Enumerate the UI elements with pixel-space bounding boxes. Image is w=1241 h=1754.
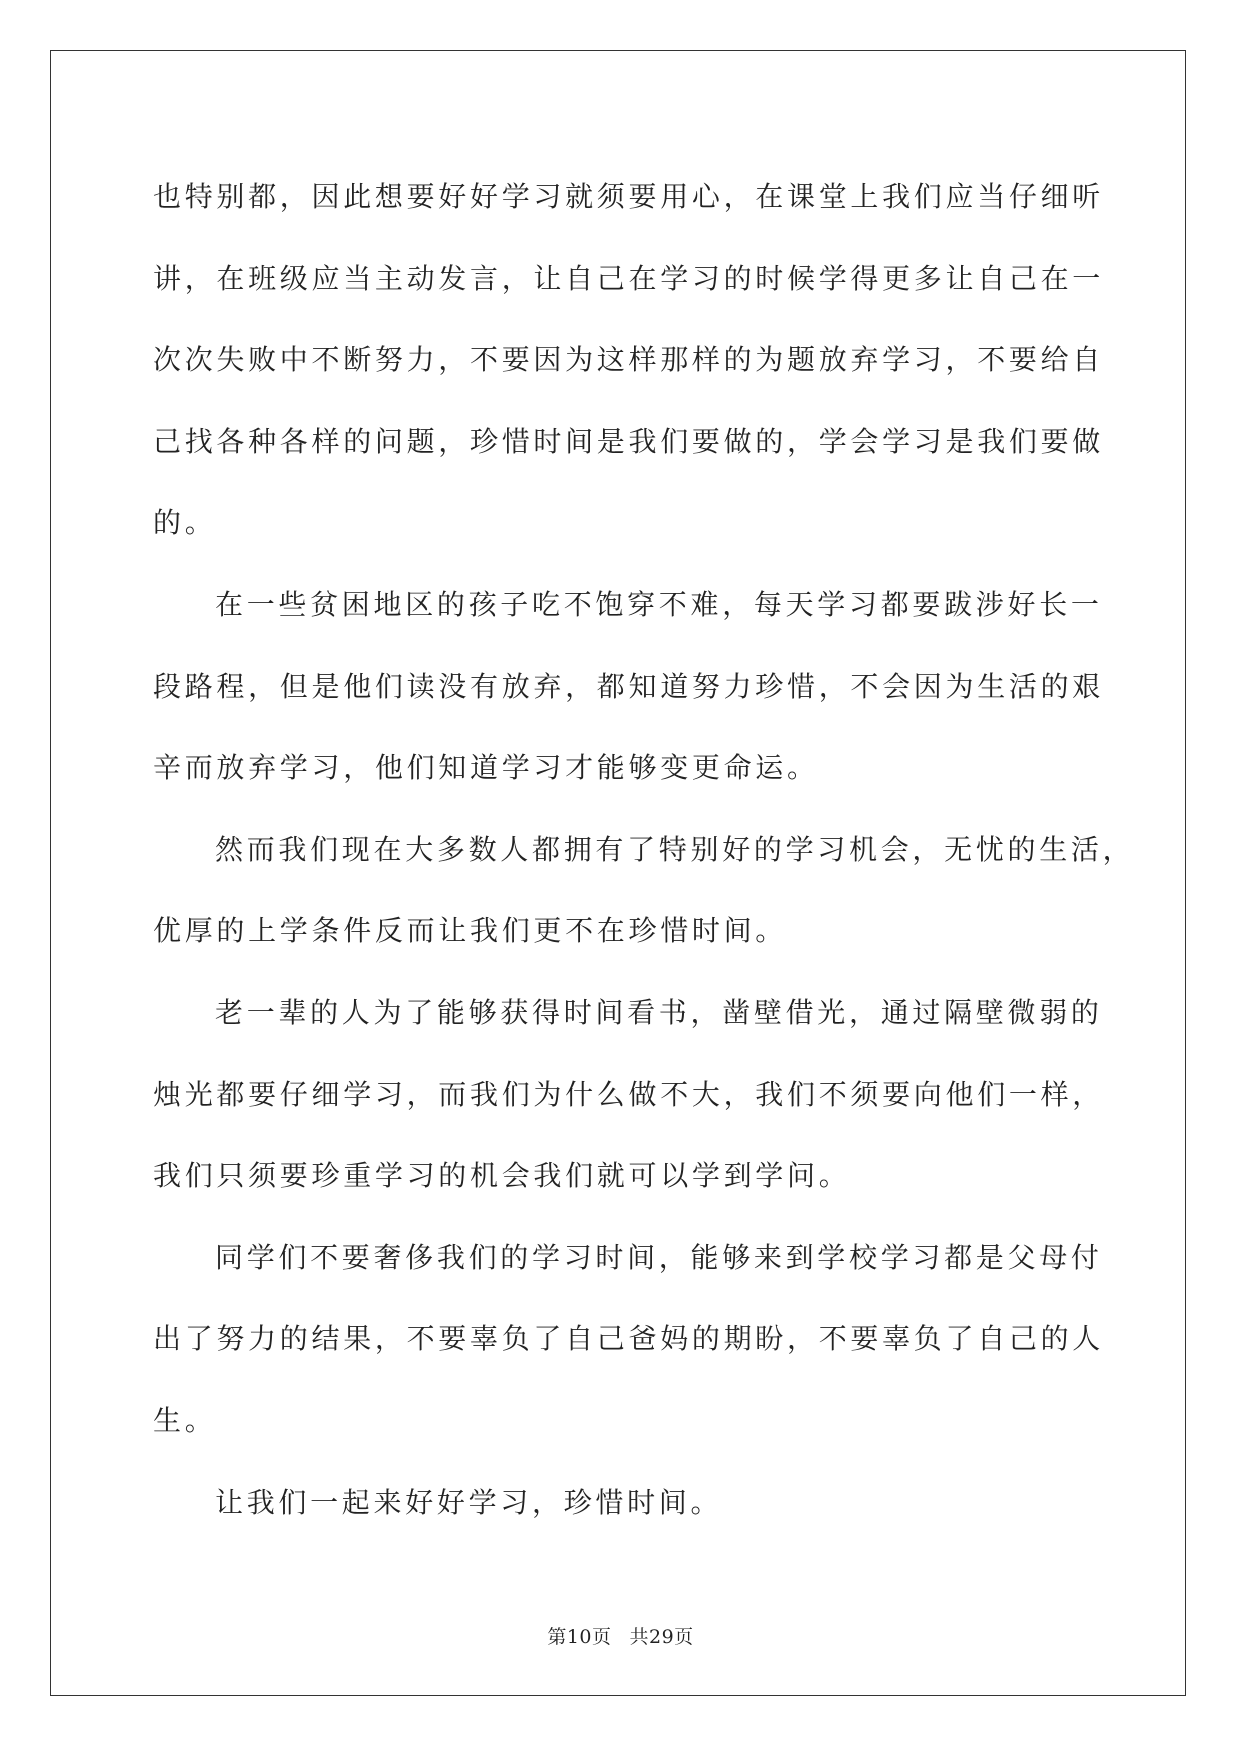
page-number-total: 共29页 [629, 1626, 694, 1648]
text-line: 次次失败中不断努力，不要因为这样那样的为题放弃学习，不要给自 [153, 343, 1105, 377]
text-line: 优厚的上学条件反而让我们更不在珍惜时间。 [153, 914, 788, 948]
text-line: 我们只须要珍重学习的机会我们就可以学到学问。 [153, 1159, 851, 1193]
text-line: 段路程，但是他们读没有放弃，都知道努力珍惜，不会因为生活的艰 [153, 669, 1105, 703]
text-line: 的。 [153, 506, 217, 540]
text-line: 老一辈的人为了能够获得时间看书，凿壁借光，通过隔壁微弱的 [215, 995, 1103, 1029]
text-line: 出了努力的结果，不要辜负了自己爸妈的期盼，不要辜负了自己的人 [153, 1322, 1105, 1356]
page-number-current: 第10页 [547, 1626, 612, 1648]
text-line: 讲，在班级应当主动发言，让自己在学习的时候学得更多让自己在一 [153, 261, 1105, 295]
text-line: 在一些贫困地区的孩子吃不饱穿不难，每天学习都要跋涉好长一 [215, 587, 1103, 621]
text-line: 也特别都，因此想要好好学习就须要用心，在课堂上我们应当仔细听 [153, 180, 1105, 213]
text-line: 同学们不要奢侈我们的学习时间，能够来到学校学习都是父母付 [215, 1240, 1103, 1274]
text-line: 辛而放弃学习，他们知道学习才能够变更命运。 [153, 751, 819, 785]
text-line: 生。 [153, 1403, 217, 1437]
text-line: 烛光都要仔细学习，而我们为什么做不大，我们不须要向他们一样， [153, 1077, 1105, 1111]
text-line: 然而我们现在大多数人都拥有了特别好的学习机会，无忧的生活， [215, 832, 1135, 866]
text-line: 己找各种各样的问题，珍惜时间是我们要做的，学会学习是我们要做 [153, 424, 1105, 458]
document-body [153, 156, 1135, 1543]
text-line: 让我们一起来好好学习，珍惜时间。 [215, 1485, 723, 1519]
page-footer [0, 1622, 1241, 1649]
